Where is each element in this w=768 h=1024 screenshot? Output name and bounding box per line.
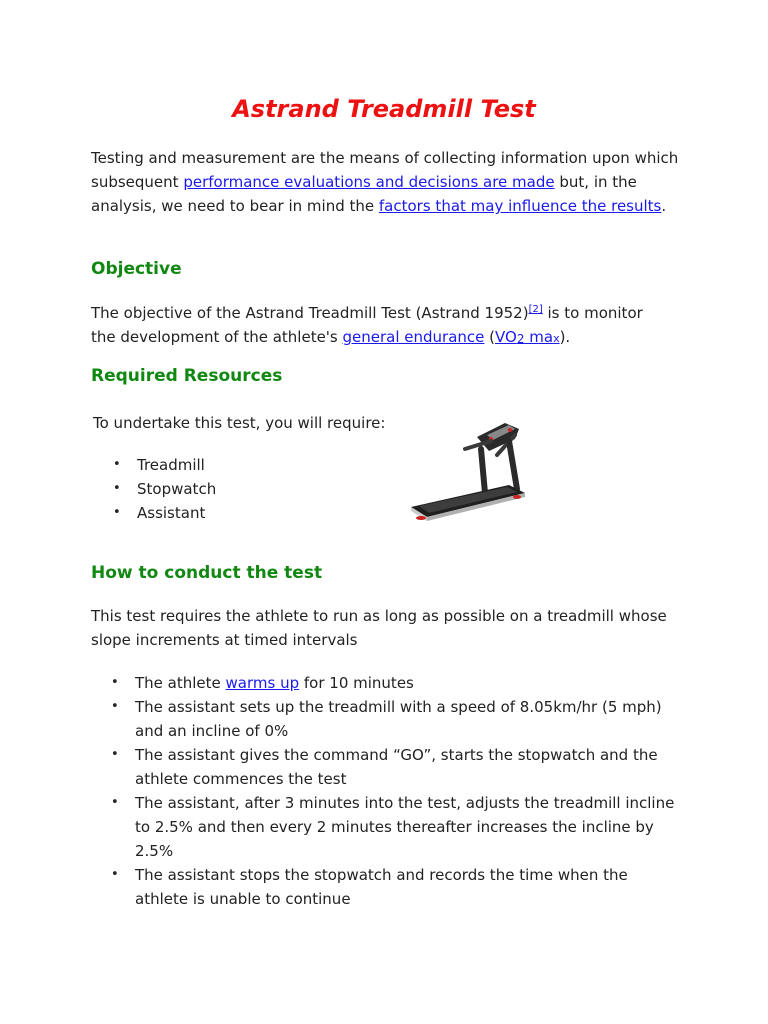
general-endurance-link[interactable]: general endurance — [342, 328, 485, 346]
resources-intro: To undertake this test, you will require: — [93, 414, 386, 432]
intro-paragraph — [91, 146, 691, 218]
intro-text: Testing and measurement are the means of collecting information upon which subsequent — [91, 149, 679, 191]
list-item: • The assistant sets up the treadmill with a speed of 8.05km/hr (5 mph) and an incline of 0% — [91, 695, 681, 743]
list-item: • The assistant gives the command “GO”, starts the stopwatch and the athlete commences the test — [91, 743, 681, 791]
steps-list — [91, 671, 681, 911]
objective-text: ). — [559, 328, 571, 346]
warms-up-link[interactable]: warms up — [225, 674, 300, 692]
objective-text: is to monitor the development of the athlete's — [91, 304, 643, 346]
resources-list — [93, 453, 216, 525]
step-text: for 10 minutes — [299, 674, 414, 692]
conduct-intro: This test requires the athlete to run as long as possible on a treadmill whose slope increments at timed intervals — [91, 607, 667, 649]
objective-heading: Objective — [91, 259, 182, 279]
list-item: • Assistant — [93, 501, 216, 525]
required-resources-heading: Required Resources — [91, 366, 283, 386]
treadmill-image — [405, 415, 535, 525]
vo-text: VO — [495, 328, 517, 346]
vo2max-link[interactable] — [495, 328, 560, 346]
list-item: • Stopwatch — [93, 477, 216, 501]
how-to-conduct-heading: How to conduct the test — [91, 563, 323, 583]
max-subscript: x — [553, 332, 560, 345]
reference-link[interactable]: [2] — [528, 304, 543, 315]
vo-subscript: 2 — [516, 332, 525, 346]
list-item: • The assistant, after 3 minutes into the test, adjusts the treadmill incline to 2.5% and then every 2 minutes thereafter increases the incline by 2.5% — [91, 791, 681, 863]
influencing-factors-link[interactable]: factors that may influence the results — [378, 197, 662, 215]
list-item: • Treadmill — [93, 453, 216, 477]
list-item: • The assistant stops the stopwatch and records the time when the athlete is unable to continue — [91, 863, 681, 911]
max-text: ma — [524, 328, 554, 346]
list-item — [91, 671, 681, 695]
objective-paragraph — [91, 301, 671, 351]
page-title: Astrand Treadmill Test — [232, 95, 536, 123]
objective-text: ( — [484, 328, 496, 346]
step-text: The athlete — [135, 674, 226, 692]
intro-text: but, in the analysis, we need to bear in mind the — [91, 173, 637, 215]
objective-text: The objective of the Astrand Treadmill Test (Astrand 1952) — [91, 304, 529, 322]
performance-evaluations-link[interactable]: performance evaluations and decisions are made — [183, 173, 555, 191]
intro-text: . — [661, 197, 667, 215]
